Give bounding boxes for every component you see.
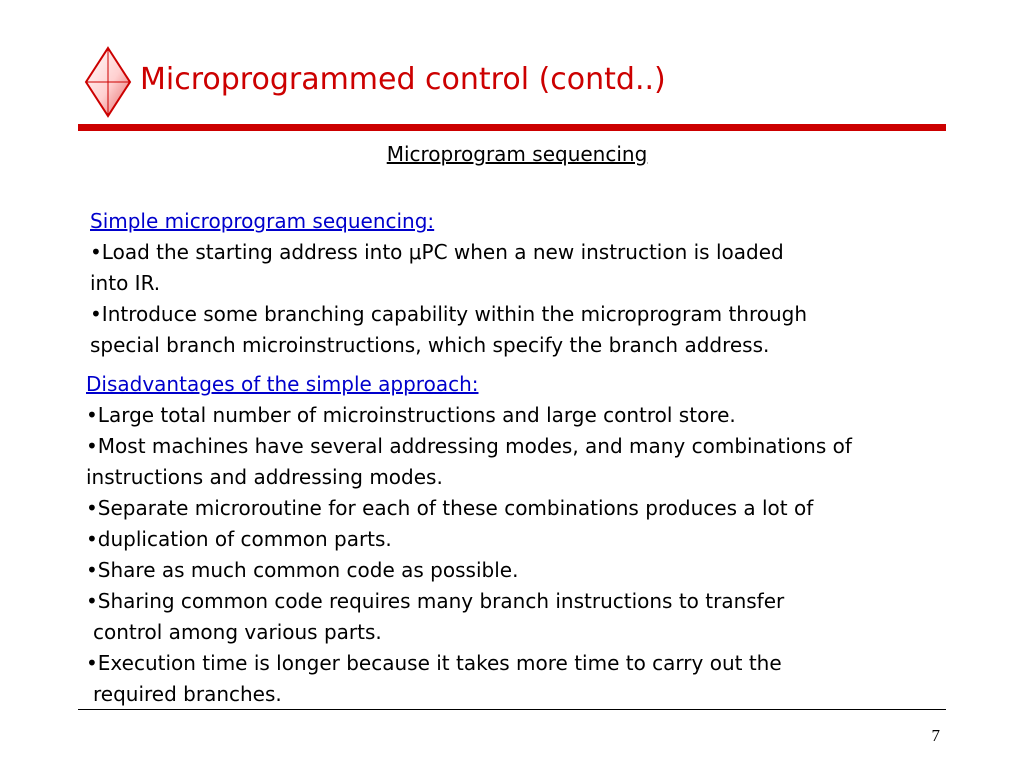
- text-line: •Execution time is longer because it takes more time to carry out the: [86, 651, 782, 675]
- text-line: instructions and addressing modes.: [86, 465, 443, 489]
- section-simple-sequencing: [90, 206, 807, 361]
- text-line: •Share as much common code as possible.: [86, 558, 519, 582]
- diamond-icon: [84, 46, 132, 118]
- section-heading: Simple microprogram sequencing:: [90, 209, 435, 233]
- section-disadvantages: [86, 369, 852, 710]
- text-line: •Sharing common code requires many branch instructions to transfer: [86, 589, 785, 613]
- text-line: •Introduce some branching capability within the microprogram through: [90, 302, 808, 326]
- text-line: •Large total number of microinstructions and large control store.: [86, 403, 736, 427]
- text-line: •Most machines have several addressing modes, and many combinations of: [86, 434, 852, 458]
- text-line: •Separate microroutine for each of these combinations produces a lot of: [86, 496, 814, 520]
- text-line: special branch microinstructions, which specify the branch address.: [90, 333, 770, 357]
- title-divider: [78, 124, 946, 131]
- text-line: •duplication of common parts.: [86, 527, 392, 551]
- text-line: •Load the starting address into μPC when a new instruction is loaded: [90, 240, 784, 264]
- text-line: required branches.: [93, 682, 282, 706]
- footer-divider: [78, 709, 946, 710]
- text-line: into IR.: [90, 271, 161, 295]
- slide-subtitle: Microprogram sequencing: [386, 142, 648, 166]
- text-line: control among various parts.: [93, 620, 382, 644]
- page-number: 7: [931, 726, 940, 745]
- section-heading: Disadvantages of the simple approach:: [86, 372, 479, 396]
- slide-title: Microprogrammed control (contd..): [140, 62, 666, 97]
